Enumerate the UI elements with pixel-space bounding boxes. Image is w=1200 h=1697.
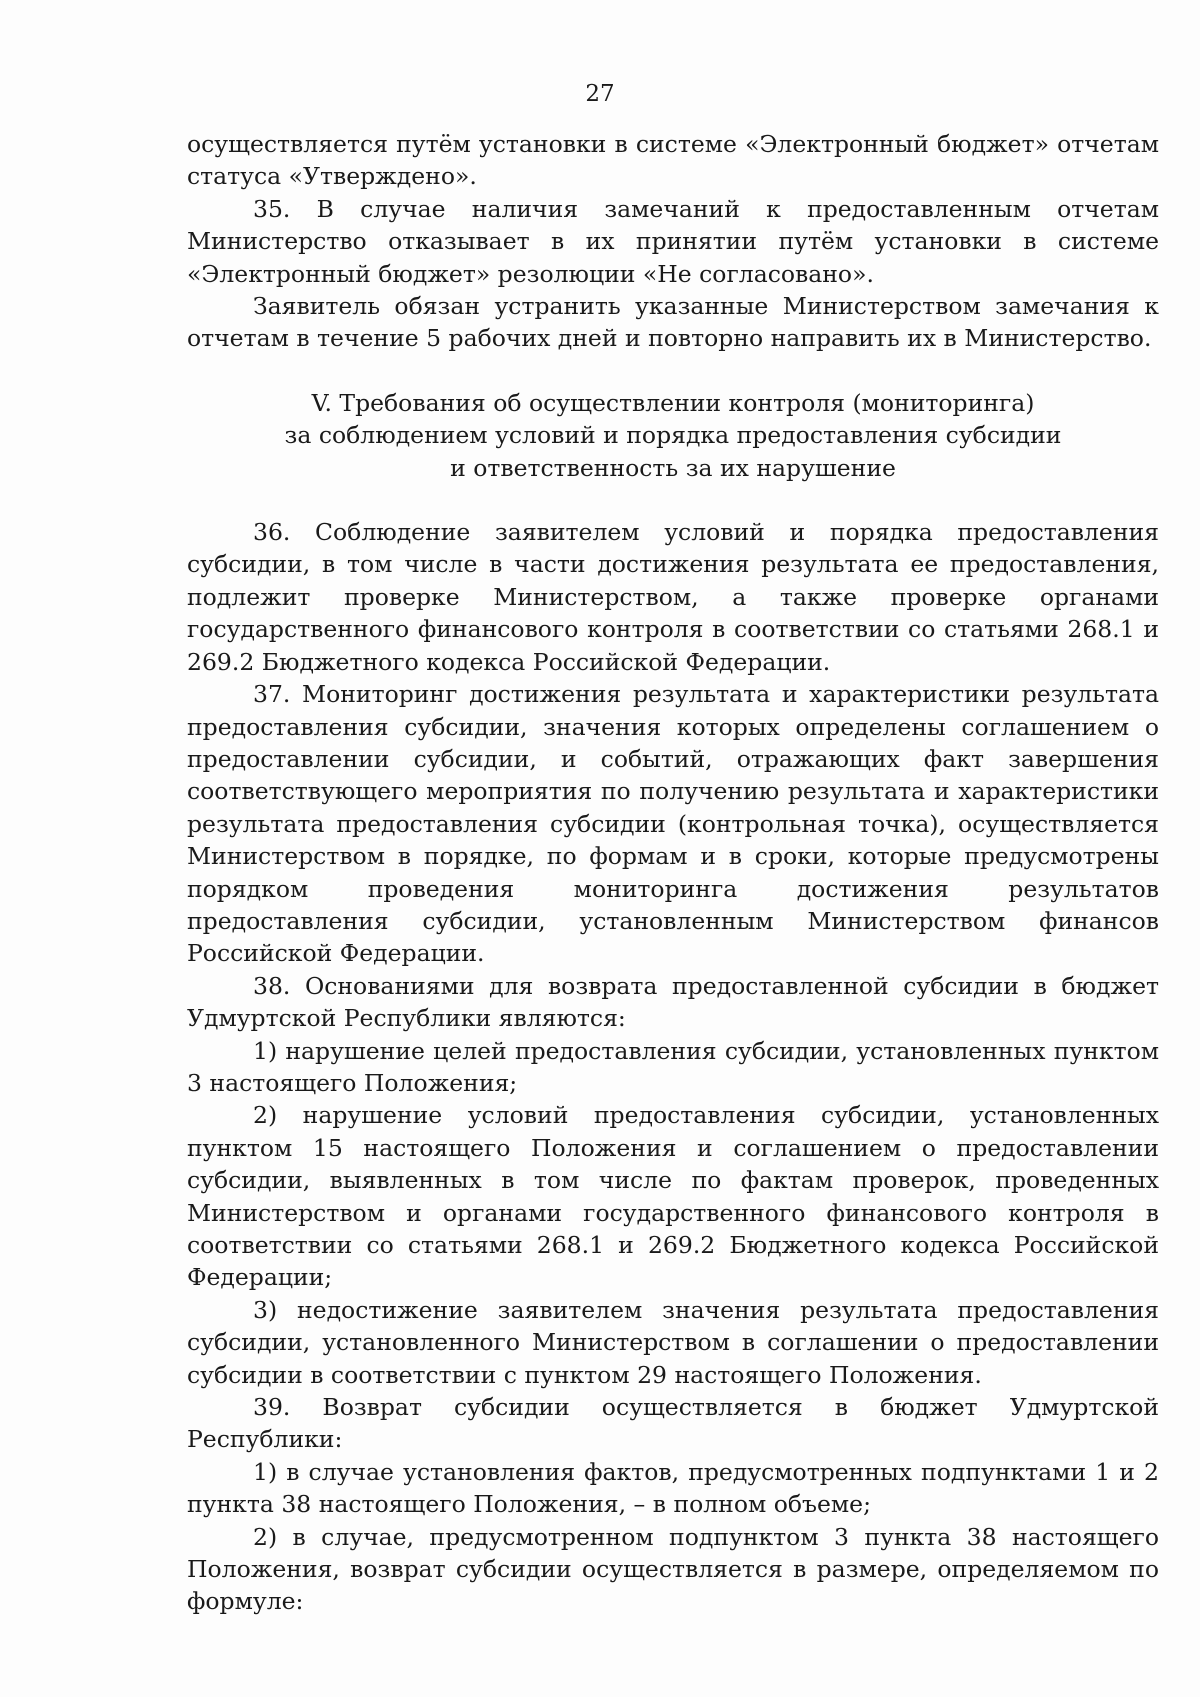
paragraph-35: 35. В случае наличия замечаний к предоставленным отчетам Министерство отказывает в их принятии путём установки в системе «Электронный бюджет» резолюции «Не согласовано».: [187, 194, 1159, 288]
paragraph-38: 38. Основаниями для возврата предоставленной субсидии в бюджет Удмуртской Республики являются:: [187, 971, 1159, 1033]
paragraph-38-item-2: 2) нарушение условий предоставления субсидии, установленных пунктом 15 настоящего Положения и соглашением о предоставлении субсидии, выявленных в том числе по фактам проверок, проведенных Министерством и органами государственного финансового контроля в соответствии со статьями 268.1 и 269.2 Бюджетного кодекса Российской Федерации;: [187, 1101, 1159, 1292]
paragraph-36: 36. Соблюдение заявителем условий и порядка предоставления субсидии, в том числе в части достижения результата ее предоставления, подлежит проверке Министерством, а также проверке органами государственного финансового контроля в соответствии со статьями 268.1 и 269.2 Бюджетного кодекса Российской Федерации.: [187, 518, 1159, 676]
paragraph-39-item-1: 1) в случае установления фактов, предусмотренных подпунктами 1 и 2 пункта 38 настоящего Положения, – в полном объеме;: [187, 1457, 1159, 1519]
paragraph-39: 39. Возврат субсидии осуществляется в бюджет Удмуртской Республики:: [187, 1393, 1159, 1454]
section-heading-line: за соблюдением условий и порядка предоставления субсидии: [284, 421, 1062, 450]
paragraph-39-item-2: 2) в случае, предусмотренном подпунктом 3 пункта 38 настоящего Положения, возврат субсидии осуществляется в размере, определяемом по формуле:: [187, 1522, 1159, 1616]
paragraph-37: 37. Мониторинг достижения результата и характеристики результата предоставления субсидии, значения которых определены соглашением о предоставлении субсидии, и событий, отражающих факт завершения соответствующего мероприятия по получению результата и характеристики результата предоставления субсидии (контрольная точка), осуществляется Министерством в порядке, по формам и в сроки, которые предусмотрены порядком проведения мониторинга достижения результатов предоставления субсидии, установленным Министерством финансов Российской Федерации.: [187, 680, 1159, 968]
section-heading-line: V. Требования об осуществлении контроля (мониторинга): [311, 388, 1035, 417]
section-heading: [187, 387, 1159, 484]
paragraph-continuation: осуществляется путём установки в системе «Электронный бюджет» отчетам статуса «Утверждено».: [187, 130, 1159, 191]
paragraph-38-item-3: 3) недостижение заявителем значения результата предоставления субсидии, установленного Министерством в соглашении о предоставлении субсидии в соответствии с пунктом 29 настоящего Положения.: [187, 1295, 1159, 1389]
paragraph-35-applicant: Заявитель обязан устранить указанные Министерством замечания к отчетам в течение 5 рабочих дней и повторно направить их в Министерство.: [187, 292, 1159, 353]
document-body: [187, 128, 1159, 1618]
page-number: 27: [585, 81, 615, 107]
paragraph-38-item-1: 1) нарушение целей предоставления субсидии, установленных пунктом 3 настоящего Положения;: [187, 1036, 1159, 1097]
section-heading-line: и ответственность за их нарушение: [450, 453, 896, 482]
